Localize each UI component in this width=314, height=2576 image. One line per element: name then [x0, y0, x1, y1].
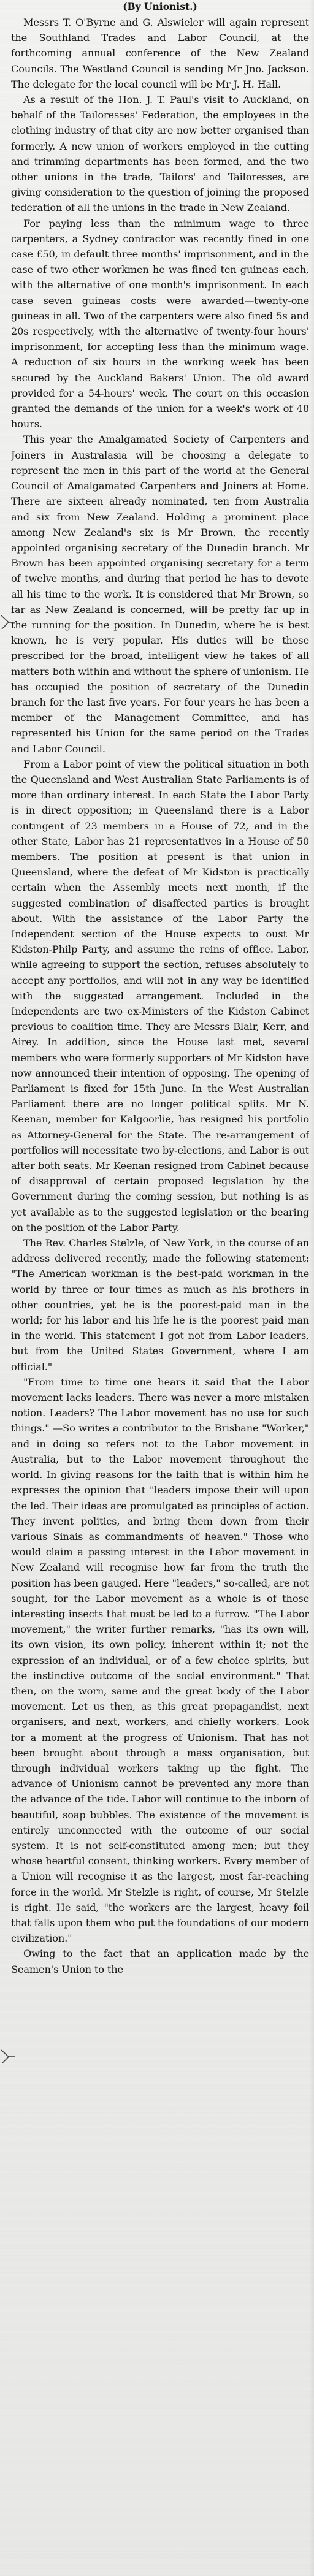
article-byline: (By Unionist.) — [123, 1, 197, 12]
article-paragraph: For paying less than the minimum wage to three carpenters, a Sydney contractor was recently fined in one case £50, in default three months' imprisonment, and in the case of two other workmen he was fined ten guineas each, with the alternative of one month's imprisonment. In each case seven guineas costs were awarded—twenty-one guineas in all. Two of the carpenters were also fined 5s and 20s respectively, with the alternative of twenty-four hours' imprisonment, for accepting less than the minimum wage. A reduction of six hours in the working week has been secured by the Auckland Bakers' Union. The old award provided for a 54-hours' week. The court on this occasion granted the demands of the union for a week's work of 48 hours. — [11, 217, 309, 430]
article-paragraph: Messrs T. O'Byrne and G. Alswieler will again represent the Southland Trades and Labor Council, at the forthcoming annual conference of the New Zealand Councils. The Westland Council is sending Mr Jno. Jackson. The delegate for the local council will be Mr J. H. Hall. — [11, 17, 309, 90]
article-paragraph: "From time to time one hears it said that the Labor movement lacks leaders. There was never a more mistaken notion. Leaders? The Labor movement has no use for such things." —So writes a contributor to the Brisbane "Worker," and in doing so refers not to the Labor movement in Australia, but to the Labor movement throughout the world. In giving reasons for the faith that is within him he expresses the opinion that "leaders impose their will upon the led. Their ideas are promulgated as principles of action. They invent politics, and bring them down from their various Sinais as commandments of heaven." Those who would claim a passing interest in the Labor movement in New Zealand will recognise how far from the truth the position has been gauged. Here "leaders," so-called, are not sought, for the Labor movement as a whole is of those interesting insects that must be led to a furrow. "The Labor movement," the writer further remarks, "has its own will, its own vision, its own policy, inherent within it; not the expression of an individual, or of a few choice spirits, but the instinctive outcome of the social environment." That then, on the worn, same and the great body of the Labor movement. Let us then, as this great propagandist, next organisers, and next, workers, and chiefly workers. Look for a moment at the progress of Unionism. That has not been brought about through a mass organisation, but through individual workers taking up the fight. The advance of Unionism cannot be prevented any more than the advance of the tide. Labor will continue to the inborn of beautiful, soap bubbles. The existence of the movement is entirely unconnected with the outcome of our social system. It is not self-constituted among men; but they whose heartful consent, thinking workers. Every member of a Union will recognise it as the largest, most far-reaching force in the world. Mr Stelzle is right, of course, Mr Stelzle is right. He said, "the workers are the largest, heavy foil that falls upon them who put the foundations of our modern civilization." — [11, 1376, 309, 1945]
article-column — [11, 0, 309, 2576]
paper-edge-shadow — [309, 0, 314, 2576]
page-fold-mark-icon — [0, 2048, 16, 2066]
article-paragraph: The Rev. Charles Stelzle, of New York, in the course of an address delivered recently, made the following statement: "The American workman is the best-paid workman in the world by three or four times as much as his brothers in other countries, yet he is the poorest-paid man in the world; for his labor and his life he is the poorest paid man in the world. This statement I got not from Labor leaders, but from the United States Government, where I am official." — [11, 1237, 309, 1373]
page-fold-mark-icon — [0, 613, 16, 631]
article-paragraph: Owing to the fact that an application made by the Seamen's Union to the — [11, 1948, 309, 1975]
article-paragraph: As a result of the Hon. J. T. Paul's visit to Auckland, on behalf of the Tailoresses' Federation, the employees in the clothing industry of that city are now better organised than formerly. A new union of workers employed in the cutting and trimming departments has been formed, and the two other unions in the trade, Tailors' and Tailoresses, are giving consideration to the question of joining the proposed federation of all the unions in the trade in New Zealand. — [11, 94, 309, 214]
article-body — [11, 15, 309, 1977]
article-paragraph: This year the Amalgamated Society of Carpenters and Joiners in Australasia will be choosing a delegate to represent the men in this part of the world at the General Council of Amalgamated Carpenters and Joiners at Home. There are sixteen already nominated, ten from Australia and six from New Zealand. Holding a prominent place among New Zealand's six is Mr Brown, the recently appointed organising secretary of the Dunedin branch. Mr Brown has been appointed organising secretary for a term of twelve months, and during that period he has to devote all his time to the work. It is considered that Mr Brown, so far as New Zealand is concerned, will be pretty far up in the running for the position. In Dunedin, where he is best known, he is very popular. His duties will be those prescribed for the broad, intelligent view he takes of all matters both within and without the sphere of unionism. He has occupied the position of secretary of the Dunedin branch for the last five years. For four years he has been a member of the Management Committee, and has represented his Union for the same period on the Trades and Labor Council. — [11, 433, 309, 755]
article-paragraph: From a Labor point of view the political situation in both the Queensland and West Australian State Parliaments is of more than ordinary interest. In each State the Labor Party is in direct opposition; in Queensland there is a Labor contingent of 23 members in a House of 72, and in the other State, Labor has 21 representatives in a House of 50 members. The position at present is that union in Queensland, where the defeat of Mr Kidston is practically certain when the Assembly meets next month, if the suggested combination of disaffected parties is brought about. With the assistance of the Labor Party the Independent section of the House expects to oust Mr Kidston-Philp Party, and assume the reins of office. Labor, while agreeing to support the section, refuses absolutely to accept any portfolios, and will not in any way be identified with the suggested arrangement. Included in the Independents are two ex-Ministers of the Kidston Cabinet previous to coalition time. They are Messrs Blair, Kerr, and Airey. In addition, since the House last met, several members who were formerly supporters of Mr Kidston have now announced their intention of opposing. The opening of Parliament is fixed for 15th June. In the West Australian Parliament there are no longer political splits. Mr N. Keenan, member for Kalgoorlie, has resigned his portfolio as Attorney-General for the State. The re-arrangement of portfolios will necessitate two by-elections, and Labor is out after both seats. Mr Keenan resigned from Cabinet because of disapproval of certain proposed legislation by the Government during the coming session, but nothing is as yet available as to the suggested legislation or the bearing on the position of the Labor Party. — [11, 758, 309, 1233]
